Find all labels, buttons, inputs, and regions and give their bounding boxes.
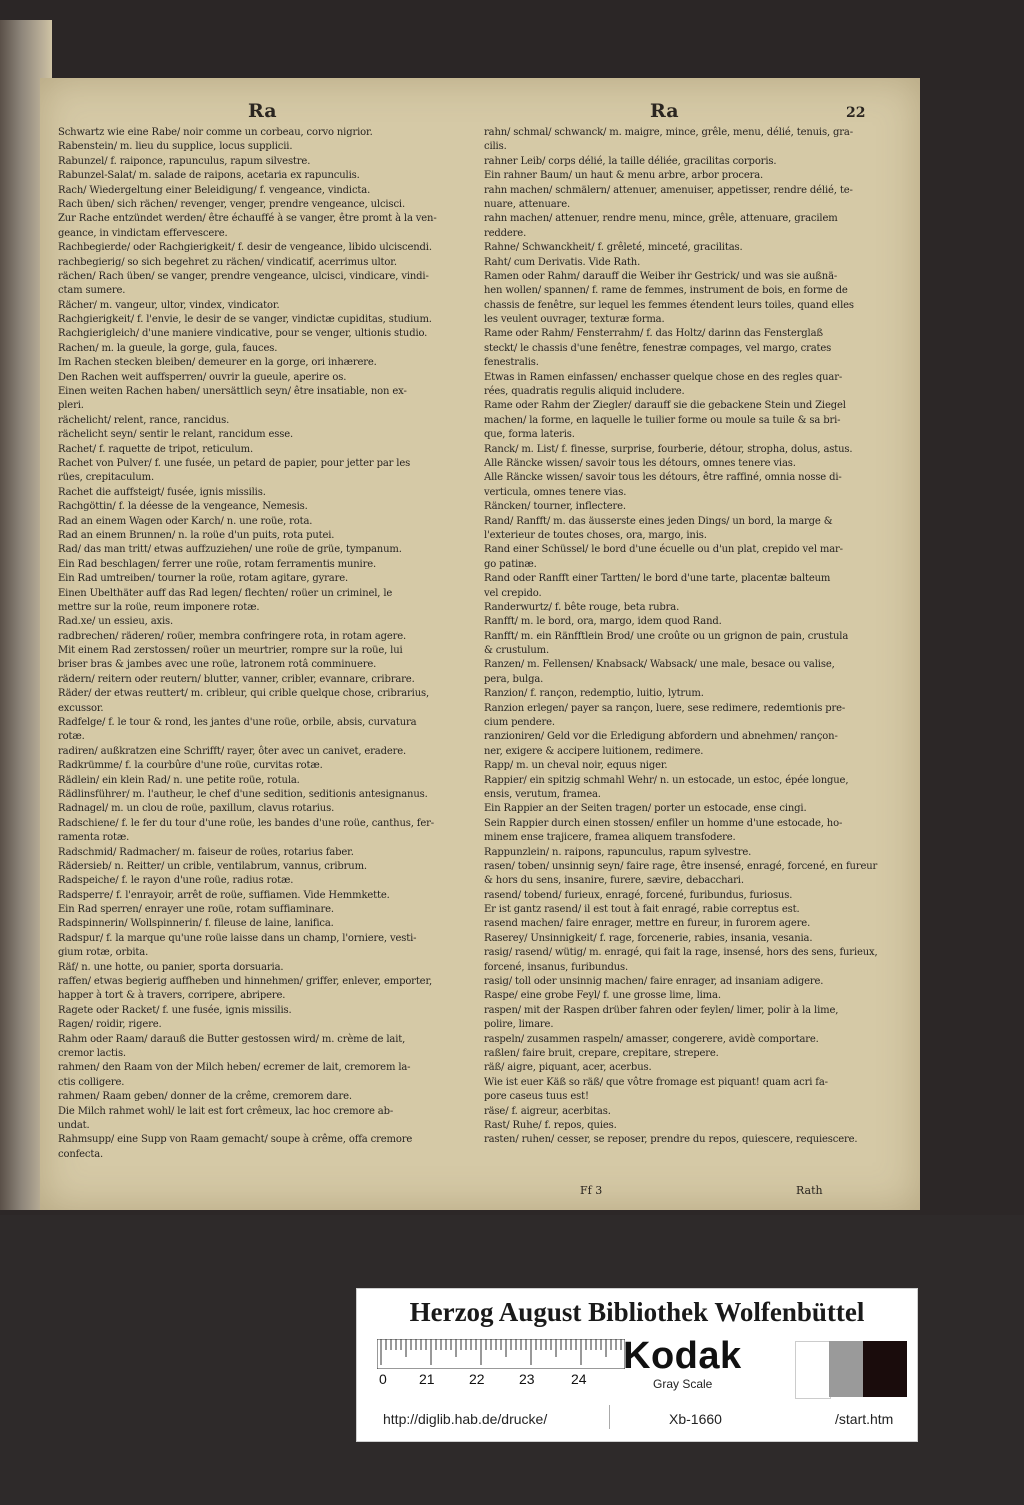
- dictionary-entry: Radspeiche/ f. le rayon d'une roüe, radius rotæ.: [58, 875, 294, 887]
- gray-scale-label: Gray Scale: [653, 1377, 713, 1391]
- dictionary-entry: Rad an einem Brunnen/ n. la roüe d'un puits, rota putei.: [58, 529, 335, 541]
- dictionary-entry: Einen Ubelthäter auff das Rad legen/ flechten/ roüer un criminel, le: [58, 587, 393, 599]
- dictionary-entry: Zur Rache entzündet werden/ être échauffé à se vanger, être promt à la ven-: [58, 213, 437, 225]
- right-column: [484, 126, 902, 1148]
- dictionary-entry: cilis.: [484, 141, 507, 153]
- dictionary-entry: Radnagel/ m. un clou de roüe, paxillum, clavus rotarius.: [58, 803, 335, 815]
- dictionary-entry: excussor.: [58, 702, 104, 714]
- dictionary-entry: ner, exigere & accipere luitionem, redimere.: [484, 745, 704, 757]
- dictionary-entry: Rahmsupp/ eine Supp von Raam gemacht/ soupe à crême, offa cremore: [58, 1134, 413, 1146]
- dictionary-entry: Ranzion erlegen/ payer sa rançon, luere, sese redimere, redemtionis pre-: [484, 702, 846, 714]
- dictionary-entry: Rame oder Rahm der Ziegler/ darauff sie die gebackene Stein und Ziegel: [484, 400, 846, 412]
- dictionary-entry: Radfelge/ f. le tour & rond, les jantes d'une roüe, orbile, absis, curvatura: [58, 717, 417, 729]
- kodak-logo: Kodak: [623, 1335, 742, 1377]
- dictionary-entry: Rad/ das man tritt/ etwas auffzuziehen/ une roüe de grüe, tympanum.: [58, 544, 402, 556]
- dictionary-entry: Rabunzel-Salat/ m. salade de raipons, acetaria ex rapunculis.: [58, 170, 360, 182]
- dictionary-entry: Er ist gantz rasend/ il est tout à fait enragé, rabie correptus est.: [484, 904, 800, 916]
- library-card: [356, 1288, 918, 1442]
- dictionary-entry: Rachgierigkeit/ f. l'envie, le desir de se vanger, vindictæ cupiditas, studium.: [58, 314, 432, 326]
- start-page-link: /start.htm: [835, 1411, 894, 1427]
- dictionary-entry: go patinæ.: [484, 558, 537, 570]
- dictionary-entry: l'exterieur de toutes choses, ora, margo, inis.: [484, 529, 707, 541]
- dictionary-entry: Raserey/ Unsinnigkeit/ f. rage, forcenerie, rabies, insania, vesania.: [484, 932, 813, 944]
- gray-swatch-dark: [863, 1341, 907, 1397]
- dictionary-entry: Raspe/ eine grobe Feyl/ f. une grosse lime, lima.: [484, 990, 721, 1002]
- dictionary-entry: Rädlinsführer/ m. l'autheur, le chef d'une sedition, seditionis antesignanus.: [58, 788, 428, 800]
- dictionary-entry: steckt/ le chassis d'une fenêtre, fenestræ compages, vel margo, crates: [484, 342, 832, 354]
- ruler: [377, 1339, 625, 1385]
- dictionary-entry: Radspur/ f. la marque qu'une roüe laisse dans un champ, l'orniere, vesti-: [58, 932, 417, 944]
- left-column: [58, 126, 476, 1162]
- page-number: 22: [846, 105, 866, 121]
- dictionary-entry: rües, crepitaculum.: [58, 472, 154, 484]
- dictionary-entry: Rad.xe/ un essieu, axis.: [58, 616, 174, 628]
- ruler-ticks-icon: [377, 1339, 625, 1369]
- dictionary-entry: Rachbegierde/ oder Rachgierigkeit/ f. desir de vengeance, libido ulciscendi.: [58, 242, 432, 254]
- dictionary-entry: rasig/ rasend/ wütig/ m. enragé, qui fait la rage, insensé, hors des sens, furieux,: [484, 947, 878, 959]
- dictionary-entry: geance, in vindictam effervescere.: [58, 227, 228, 239]
- dictionary-entry: raspen/ mit der Raspen drüber fahren oder feylen/ limer, polir à la lime,: [484, 1004, 839, 1016]
- gray-swatch-white: [795, 1341, 831, 1399]
- dictionary-entry: Rand einer Schüssel/ le bord d'une écuelle ou d'un plat, crepido vel mar-: [484, 544, 843, 556]
- dictionary-entry: Rast/ Ruhe/ f. repos, quies.: [484, 1119, 617, 1131]
- dictionary-entry: mettre sur la roüe, reum imponere rotæ.: [58, 601, 260, 613]
- dictionary-entry: Ranzen/ m. Fellensen/ Knabsack/ Wabsack/ une male, besace ou valise,: [484, 659, 835, 671]
- dictionary-entry: Ein Rad sperren/ enrayer une roüe, rotam suffiaminare.: [58, 904, 334, 916]
- dictionary-entry: Radschmid/ Radmacher/ m. faiseur de roües, rotarius faber.: [58, 846, 354, 858]
- ruler-number: 21: [419, 1371, 435, 1387]
- dictionary-entry: confecta.: [58, 1148, 104, 1160]
- ruler-number: 23: [519, 1371, 535, 1387]
- dictionary-entry: que, forma lateris.: [484, 429, 575, 441]
- dictionary-entry: Ein Rad beschlagen/ ferrer une roüe, rotam ferramentis munire.: [58, 558, 377, 570]
- dictionary-entry: rahn/ schmal/ schwanck/ m. maigre, mince, grêle, menu, délié, tenuis, gra-: [484, 127, 853, 138]
- dictionary-entry: rahn machen/ schmälern/ attenuer, amenuiser, appetisser, rendre délié, te-: [484, 184, 853, 196]
- dictionary-entry: rahmen/ Raam geben/ donner de la crême, cremorem dare.: [58, 1091, 352, 1103]
- dictionary-entry: & hors du sens, insanire, furere, sævire, debacchari.: [484, 875, 744, 887]
- dictionary-entry: Räder/ der etwas reuttert/ m. cribleur, qui crible quelque chose, cribrarius,: [58, 688, 430, 700]
- dictionary-entry: Ein Rappier an der Seiten tragen/ porter un estocade, ense cingi.: [484, 803, 807, 815]
- dictionary-entry: Radspinnerin/ Wollspinnerin/ f. fileuse de laine, lanifica.: [58, 918, 334, 930]
- dictionary-entry: pleri.: [58, 400, 84, 412]
- signature-mark: Ff 3: [580, 1184, 603, 1197]
- dictionary-entry: rachbegierig/ so sich begehret zu rächen/ vindicatif, acerrimus ultor.: [58, 256, 397, 268]
- dictionary-entry: ctam sumere.: [58, 285, 126, 297]
- gray-swatch-mid: [829, 1341, 863, 1397]
- dictionary-entry: Rahm oder Raam/ darauß die Butter gestossen wird/ m. crème de lait,: [58, 1033, 406, 1045]
- dictionary-entry: rahn machen/ attenuer, rendre menu, mince, grêle, attenuare, gracilem: [484, 213, 838, 225]
- digital-library-url: http://diglib.hab.de/drucke/: [383, 1411, 548, 1427]
- dictionary-entry: Radsperre/ f. l'enrayoir, arrêt de roüe, suffiamen. Vide Hemmkette.: [58, 889, 390, 901]
- dictionary-entry: machen/ la forme, en laquelle le tuilier forme ou moule sa tuile & sa bri-: [484, 414, 841, 426]
- dictionary-entry: Alle Räncke wissen/ savoir tous les détours, être raffiné, omnia nosse di-: [484, 472, 842, 484]
- dictionary-entry: Rahne/ Schwanckheit/ f. grêleté, minceté, gracilitas.: [484, 242, 743, 254]
- header-left: Ra: [248, 100, 277, 122]
- dictionary-entry: Ein rahner Baum/ un haut & menu arbre, arbor procera.: [484, 170, 764, 182]
- dictionary-entry: forcené, insanus, furibundus.: [484, 961, 629, 973]
- catchword: Rath: [796, 1184, 823, 1197]
- dictionary-entry: rasend/ tobend/ furieux, enragé, forcené, furibundus, furiosus.: [484, 889, 793, 901]
- dictionary-entry: Rabunzel/ f. raiponce, rapunculus, rapum silvestre.: [58, 155, 311, 167]
- dictionary-entry: Raht/ cum Derivatis. Vide Rath.: [484, 256, 641, 268]
- dictionary-entry: Sein Rappier durch einen stossen/ enfiler un homme d'une estocade, ho-: [484, 817, 843, 829]
- dictionary-entry: Rappunzlein/ n. raipons, rapunculus, rapum sylvestre.: [484, 846, 752, 858]
- dictionary-entry: undat.: [58, 1119, 90, 1131]
- dictionary-entry: reddere.: [484, 227, 527, 239]
- dictionary-entry: Rachen/ m. la gueule, la gorge, gula, fauces.: [58, 342, 278, 354]
- dictionary-entry: Rappier/ ein spitzig schmahl Wehr/ n. un estocade, un estoc, épée longue,: [484, 774, 849, 786]
- dictionary-entry: Rachet/ f. raquette de tripot, reticulum.: [58, 443, 253, 455]
- dictionary-entry: Den Rachen weit auffsperren/ ouvrir la gueule, aperire os.: [58, 371, 347, 383]
- dictionary-entry: les veulent ouvrager, texturæ forma.: [484, 314, 665, 326]
- dictionary-entry: rasen/ toben/ unsinnig seyn/ faire rage, être insensé, enragé, forcené, en fureur: [484, 860, 878, 872]
- dictionary-entry: cium pendere.: [484, 717, 555, 729]
- dictionary-entry: Rachgierigleich/ d'une maniere vindicative, pour se venger, ultionis studio.: [58, 328, 428, 340]
- dictionary-entry: Rabenstein/ m. lieu du supplice, locus supplicii.: [58, 141, 293, 153]
- dictionary-entry: ramenta rotæ.: [58, 832, 130, 844]
- dictionary-entry: Randerwurtz/ f. bête rouge, beta rubra.: [484, 601, 680, 613]
- dictionary-entry: verticula, omnes tenere vias.: [484, 486, 627, 498]
- dictionary-entry: Schwartz wie eine Rabe/ noir comme un corbeau, corvo nigrior.: [58, 127, 373, 138]
- dictionary-entry: Rad an einem Wagen oder Karch/ n. une roüe, rota.: [58, 515, 313, 527]
- dictionary-entry: Räncken/ tourner, inflectere.: [484, 501, 626, 513]
- dictionary-entry: räse/ f. aigreur, acerbitas.: [484, 1105, 611, 1117]
- dictionary-entry: Ramen oder Rahm/ darauff die Weiber ihr Gestrick/ und was sie außnä-: [484, 270, 838, 282]
- dictionary-entry: rasend machen/ faire enrager, mettre en fureur, in furorem agere.: [484, 918, 811, 930]
- dictionary-entry: Rach üben/ sich rächen/ revenger, venger, prendre vengeance, ulcisci.: [58, 198, 405, 210]
- dictionary-entry: rächelicht/ relent, rance, rancidus.: [58, 414, 230, 426]
- dictionary-entry: Rach/ Wiedergeltung einer Beleidigung/ f. vengeance, vindicta.: [58, 184, 371, 196]
- dictionary-entry: pore caseus tuus est!: [484, 1091, 589, 1103]
- dictionary-entry: pera, bulga.: [484, 673, 544, 685]
- dictionary-entry: rahmen/ den Raam von der Milch heben/ ecremer de lait, cremorem la-: [58, 1062, 411, 1074]
- ruler-number: 22: [469, 1371, 485, 1387]
- dictionary-entry: Alle Räncke wissen/ savoir tous les détours, omnes tenere vias.: [484, 457, 796, 469]
- dictionary-entry: Ragete oder Racket/ f. une fusée, ignis missilis.: [58, 1004, 292, 1016]
- dictionary-entry: rées, quadratis regulis aliquid includere.: [484, 386, 685, 398]
- dictionary-entry: Ranfft/ m. le bord, ora, margo, idem quod Rand.: [484, 616, 722, 628]
- dictionary-entry: Rand oder Ranfft einer Tartten/ le bord d'une tarte, placentæ balteum: [484, 573, 831, 585]
- dictionary-entry: Radkrümme/ f. la courbûre d'une roüe, curvitas rotæ.: [58, 760, 323, 772]
- dictionary-entry: raßlen/ faire bruit, crepare, crepitare, strepere.: [484, 1048, 719, 1059]
- dictionary-entry: chassis de fenêtre, sur lequel les femmes étendent leurs toiles, quand elles: [484, 299, 854, 311]
- dictionary-entry: cremor lactis.: [58, 1048, 126, 1059]
- dictionary-entry: & crustulum.: [484, 645, 549, 657]
- dictionary-entry: ranzioniren/ Geld vor die Erledigung abfordern und abnehmen/ rançon-: [484, 731, 838, 743]
- dictionary-entry: Rädersieb/ n. Reitter/ un crible, ventilabrum, vannus, cribrum.: [58, 860, 367, 872]
- dictionary-entry: vel crepido.: [484, 587, 542, 599]
- dictionary-entry: fenestralis.: [484, 357, 539, 369]
- dictionary-entry: ctis colligere.: [58, 1076, 125, 1088]
- ruler-number: 24: [571, 1371, 587, 1387]
- dictionary-entry: rasten/ ruhen/ cesser, se reposer, prendre du repos, quiescere, requiescere.: [484, 1134, 858, 1146]
- dictionary-entry: radbrechen/ räderen/ roüer, membra confringere rota, in rotam agere.: [58, 630, 407, 642]
- dictionary-entry: Etwas in Ramen einfassen/ enchasser quelque chose en des regles quar-: [484, 371, 843, 383]
- dictionary-entry: ensis, verutum, framea.: [484, 788, 601, 800]
- dictionary-entry: Im Rachen stecken bleiben/ demeurer en la gorge, ori inhærere.: [58, 357, 377, 369]
- ruler-number: 0: [379, 1371, 387, 1387]
- dictionary-entry: briser bras & jambes avec une roüe, latronem rotâ comminuere.: [58, 659, 377, 671]
- dictionary-entry: raffen/ etwas begierig auffheben und hinnehmen/ griffer, enlever, emporter,: [58, 976, 433, 988]
- dictionary-entry: happer à tort & à travers, corripere, abripere.: [58, 990, 286, 1002]
- dictionary-entry: raspeln/ zusammen raspeln/ amasser, congerere, avidè comportare.: [484, 1033, 819, 1045]
- dictionary-entry: Rachet von Pulver/ f. une fusée, un petard de papier, pour jetter par les: [58, 457, 411, 469]
- dictionary-entry: Räf/ n. une hotte, ou panier, sporta dorsuaria.: [58, 961, 284, 973]
- dictionary-entry: hen wollen/ spannen/ f. rame de femmes, instrument de bois, en forme de: [484, 285, 848, 297]
- shelfmark: Xb-1660: [669, 1411, 722, 1427]
- dictionary-entry: Einen weiten Rachen haben/ unersättlich seyn/ être insatiable, non ex-: [58, 386, 407, 398]
- dictionary-entry: rasig/ toll oder unsinnig machen/ faire enrager, ad insaniam adigere.: [484, 976, 824, 988]
- dictionary-entry: Ragen/ roidir, rigere.: [58, 1019, 162, 1031]
- dictionary-entry: Ranfft/ m. ein Ränfftlein Brod/ une croûte ou un grignon de pain, crustula: [484, 630, 849, 642]
- dictionary-entry: rädern/ reitern oder reutern/ blutter, vanner, cribler, evannare, cribrare.: [58, 673, 415, 685]
- dictionary-entry: Rachet die auffsteigt/ fusée, ignis missilis.: [58, 486, 266, 498]
- dictionary-entry: räß/ aigre, piquant, acer, acerbus.: [484, 1062, 652, 1074]
- dictionary-entry: Ranzion/ f. rançon, redemptio, luitio, lytrum.: [484, 688, 704, 700]
- dictionary-entry: Rächer/ m. vangeur, ultor, vindex, vindicator.: [58, 299, 280, 311]
- book-page: [40, 78, 920, 1210]
- dictionary-entry: Mit einem Rad zerstossen/ roüer un meurtrier, rompre sur la roüe, lui: [58, 645, 403, 657]
- dictionary-entry: Ranck/ m. List/ f. finesse, surprise, fourberie, détour, stropha, dolus, astus.: [484, 443, 853, 455]
- dictionary-entry: rotæ.: [58, 731, 85, 743]
- dictionary-entry: rächelicht seyn/ sentir le relant, rancidum esse.: [58, 429, 294, 441]
- dictionary-entry: Rame oder Rahm/ Fensterrahm/ f. das Holtz/ darinn das Fensterglaß: [484, 328, 823, 340]
- dictionary-entry: Wie ist euer Käß so räß/ que vôtre fromage est piquant! quam acri fa-: [484, 1076, 828, 1088]
- dictionary-entry: Ein Rad umtreiben/ tourner la roüe, rotam agitare, gyrare.: [58, 573, 349, 585]
- dictionary-entry: minem ense trajicere, framea aliquem transfodere.: [484, 832, 736, 844]
- dictionary-entry: Rand/ Ranfft/ m. das äusserste eines jeden Dings/ un bord, la marge &: [484, 515, 833, 527]
- scan-background-top: [0, 0, 1024, 90]
- dictionary-entry: Radschiene/ f. le fer du tour d'une roüe, les bandes d'une roüe, canthus, fer-: [58, 817, 434, 829]
- dictionary-entry: Rädlein/ ein klein Rad/ n. une petite roüe, rotula.: [58, 774, 300, 786]
- divider: [609, 1405, 610, 1429]
- dictionary-entry: Die Milch rahmet wohl/ le lait est fort crêmeux, lac hoc cremore ab-: [58, 1105, 394, 1117]
- dictionary-entry: Rapp/ m. un cheval noir, equus niger.: [484, 760, 668, 772]
- dictionary-entry: polire, limare.: [484, 1019, 554, 1031]
- dictionary-entry: rahner Leib/ corps délié, la taille déliée, gracilitas corporis.: [484, 155, 777, 167]
- header-right: Ra: [650, 100, 679, 122]
- dictionary-entry: gium rotæ, orbita.: [58, 947, 149, 959]
- dictionary-entry: nuare, attenuare.: [484, 198, 570, 210]
- dictionary-entry: Rachgöttin/ f. la déesse de la vengeance, Nemesis.: [58, 501, 308, 513]
- dictionary-entry: rächen/ Rach üben/ se vanger, prendre vengeance, ulcisci, vindicare, vindi-: [58, 270, 429, 282]
- dictionary-entry: radiren/ außkratzen eine Schrifft/ rayer, ôter avec un canivet, eradere.: [58, 745, 407, 757]
- library-title: Herzog August Bibliothek Wolfenbüttel: [409, 1297, 865, 1327]
